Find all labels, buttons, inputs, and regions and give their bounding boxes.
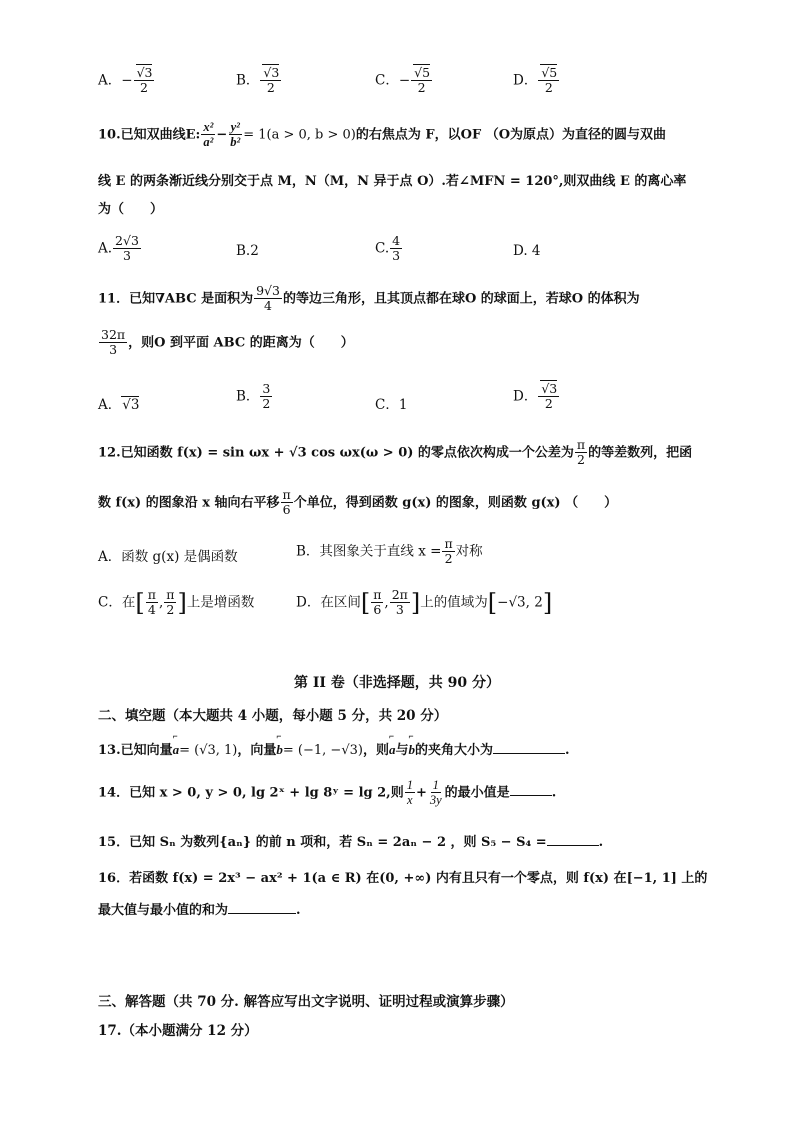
q17-header: 17.（本小题满分 12 分） (98, 1023, 258, 1039)
q10-line-3: 为（ ） (98, 202, 164, 217)
answer-blank[interactable] (510, 795, 552, 796)
answer-blank[interactable] (228, 913, 296, 914)
q14: 14．已知 x > 0, y > 0, lg 2ˣ + lg 8ʸ = lg 2,则 $\frac{1}{x}$ + $\frac{1}{3y}$ 的最小值是 . (98, 778, 557, 808)
q10-option-b: B.2 (236, 243, 259, 259)
fraction: $\frac{√3}{2}$ (134, 66, 155, 96)
q10-line-1: 10.已知双曲线E: $\frac{\text{x²}}{\text{a²}}$ − $\frac{\text{y²}}{\text{b²}}$ = 1(a > 0, b > 0)的右焦点为 F，以OF （O为原点）为直径的圆与双曲 (98, 120, 667, 150)
part-2-title: 第 II 卷（非选择题，共 90 分） (293, 675, 501, 691)
fraction: $\frac{9√3}{4}$ (256, 283, 280, 314)
fraction: $\frac{1}{x}$ (406, 778, 413, 808)
fraction: $\frac{√3}{2}$ (260, 66, 281, 96)
answer-blank[interactable] (493, 753, 565, 754)
fraction: $\frac{\pi}{2}$ (166, 587, 175, 618)
q11-line-2: $\frac{32\pi}{3}$ ，则O 到平面 ABC 的距离为（ ） (101, 327, 354, 358)
q16-line-2: 最大值与最小值的和为 . (98, 903, 301, 918)
q11-option-c: C．1 (375, 397, 408, 413)
section-fill-in: 二、填空题（本大题共 4 小题，每小题 5 分，共 20 分） (98, 708, 448, 724)
fraction: $\frac{1}{3y}$ (429, 778, 442, 808)
q11-line-1: 11．已知∇ABC 是面积为 $\frac{9√3}{4}$ 的等边三角形，且其顶点都在球O 的球面上，若球O 的体积为 (98, 283, 640, 314)
fraction: $\frac{√5}{2}$ (411, 66, 432, 96)
section-solutions: 三、解答题（共 70 分. 解答应写出文字说明、证明过程或演算步骤） (98, 994, 514, 1010)
fraction: $\frac{√5}{2}$ (538, 66, 559, 96)
q9-option-a: A．− $\frac{√3}{2}$ (98, 65, 153, 96)
q12-option-c: C．在[ $\frac{\pi}{4}$ , $\frac{\pi}{2}$ ]上是增函数 (98, 587, 255, 618)
q10-line-2: 线 E 的两条渐近线分别交于点 M，N（M，N 异于点 O）.若∠MFN = 120°,则双曲线 E 的离心率 (98, 174, 687, 189)
q12-option-b: B．其图象关于直线 x = $\frac{\pi}{2}$ 对称 (296, 536, 483, 567)
q12-line-1: 12.已知函数 f(x) = sin ωx + √3 cos ωx(ω > 0) 的零点依次构成一个公差为 $\frac{\pi}{2}$ 的等差数列，把函 (98, 437, 693, 468)
fraction: $\frac{\pi}{4}$ (147, 587, 156, 618)
q16-line-1: 16．若函数 f(x) = 2x³ − ax² + 1(a ∈ R) 在(0, +∞) 内有且只有一个零点，则 f(x) 在[−1, 1] 上的 (98, 871, 708, 886)
q10-option-c: C. $\frac{4}{3}$ (375, 233, 401, 264)
q10-option-d: D. 4 (513, 243, 541, 259)
fraction: $\frac{√3}{2}$ (538, 382, 559, 412)
fraction: $\frac{32\pi}{3}$ (101, 327, 126, 358)
fraction: $\frac{\pi}{6}$ (282, 487, 291, 518)
answer-blank[interactable] (547, 845, 599, 846)
fraction: $\frac{4}{3}$ (392, 233, 401, 264)
fraction: $\frac{\pi}{2}$ (576, 437, 586, 468)
q13: 13.已知向量⌐ a= (√3, 1)，向量⌐ b= (−1, −√3)，则⌐ a与⌐ b的夹角大小为 . (98, 739, 570, 758)
fraction: $\frac{2√3}{3}$ (115, 233, 139, 264)
q9-option-d: D． $\frac{√5}{2}$ (513, 65, 558, 96)
fraction: $\frac{\text{y²}}{\text{b²}}$ (230, 120, 241, 150)
q11-option-b: B． $\frac{3}{2}$ (236, 381, 271, 412)
q10-option-a: A. $\frac{2√3}{3}$ (98, 233, 139, 264)
fraction: $\frac{\text{x²}}{\text{a²}}$ (203, 120, 214, 150)
fraction: $\frac{\pi}{6}$ (373, 587, 382, 618)
q12-line-2: 数 f(x) 的图象沿 x 轴向右平移 $\frac{\pi}{6}$ 个单位，得到函数 g(x) 的图象，则函数 g(x) （ ） (98, 487, 618, 518)
q15: 15．已知 Sₙ 为数列{aₙ} 的前 n 项和，若 Sₙ = 2aₙ − 2 ，则 S₅ − S₄ = . (98, 835, 604, 850)
fraction: $\frac{\pi}{2}$ (444, 536, 453, 567)
q11-option-a: A．√3 (98, 397, 140, 413)
q11-option-d: D． $\frac{√3}{2}$ (513, 381, 558, 412)
q9-option-c: C．− $\frac{√5}{2}$ (375, 65, 431, 96)
q12-option-a: A．函数 g(x) 是偶函数 (98, 549, 238, 565)
fraction: $\frac{3}{2}$ (262, 381, 271, 412)
fraction: $\frac{2\pi}{3}$ (391, 587, 408, 618)
q9-option-b: B． $\frac{√3}{2}$ (236, 65, 280, 96)
q12-option-d: D．在区间[ $\frac{\pi}{6}$ , $\frac{2\pi}{3}$ ]上的值域为[−√3, 2] (296, 587, 553, 618)
